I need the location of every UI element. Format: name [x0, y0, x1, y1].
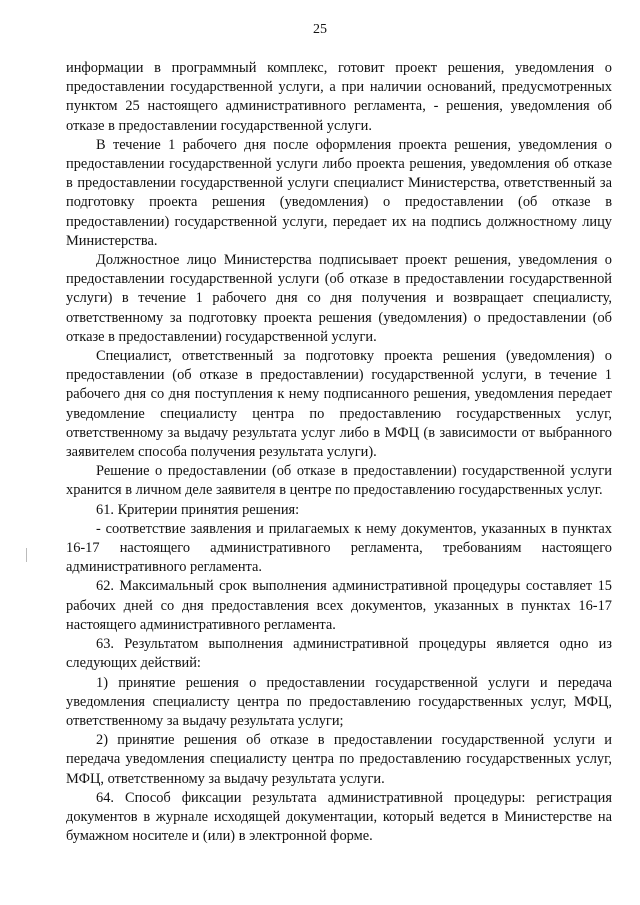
paragraph-item-62: 62. Максимальный срок выполнения административной процедуры составляет 15 рабочих дней со дня предоставления всех документов, указанных в пунктах 16-17 настоящего административного регламента. [66, 578, 612, 633]
document-body [66, 59, 612, 846]
paragraph-item-61: 61. Критерии принятия решения: [96, 501, 300, 518]
paragraph: Должностное лицо Министерства подписывает проект решения, уведомления о предоставлении государственной услуги (об отказе в предоставлении государственной услуги) в течение 1 рабочего дня со дня получения и возвращает специалисту, ответственному за подготовку проекта решения (уведомления) о предоставлении (об отказе в предоставлении) государственной услуги. [66, 252, 612, 345]
paragraph: Решение о предоставлении (об отказе в предоставлении) государственной услуги хранится в личном деле заявителя в центре по предоставлению государственных услуг. [66, 463, 612, 499]
paragraph: В течение 1 рабочего дня после оформления проекта решения, уведомления о предоставлении государственной услуги либо проекта решения, уведомления об отказе в предоставлении государственной услуги специалист Министерства, ответственный за подготовку проекта решения (уведомления) о предоставлении (об отказе в предоставлении) государственной услуги, передает их на подпись должностному лицу Министерства. [66, 136, 612, 249]
paragraph-item-64: 64. Способ фиксации результата административной процедуры: регистрация документов в журнале исходящей документации, который ведется в Министерстве на бумажном носителе и (или) в электронной форме. [66, 789, 612, 845]
page-number: 25 [313, 22, 327, 37]
paragraph-continuation: информации в программный комплекс, готовит проект решения, уведомления о предоставлении государственной услуги, а при наличии оснований, предусмотренных пунктом 25 настоящего административного регламента, - решения, уведомления об отказе в предоставлении государственной услуги. [66, 60, 612, 134]
paragraph-item-63: 63. Результатом выполнения административной процедуры является одно из следующих действий: [66, 636, 612, 672]
paragraph-subitem-2: 2) принятие решения об отказе в предоставлении государственной услуги и передача уведомления специалисту центра по предоставлению государственных услуг, МФЦ, ответственному за выдачу результата услуги. [66, 732, 612, 787]
margin-mark [26, 548, 27, 562]
paragraph-subitem-1: 1) принятие решения о предоставлении государственной услуги и передача уведомления специалисту центра по предоставлению государственных услуг, МФЦ, ответственному за выдачу результата услуги; [66, 674, 612, 729]
paragraph: Специалист, ответственный за подготовку проекта решения (уведомления) о предоставлении (об отказе в предоставлении) государственной услуги, в течение 1 рабочего дня со дня поступления к нему подписанного решения, уведомления передает уведомление специалисту центра по предоставлению государственных услуг, ответственному за выдачу результата услуг либо в МФЦ (в зависимости от выбранного заявителем способа получения результата услуги). [66, 348, 612, 461]
paragraph: - соответствие заявления и прилагаемых к нему документов, указанных в пунктах 16-17 настоящего административного регламента, требованиям настоящего административного регламента. [66, 520, 612, 576]
